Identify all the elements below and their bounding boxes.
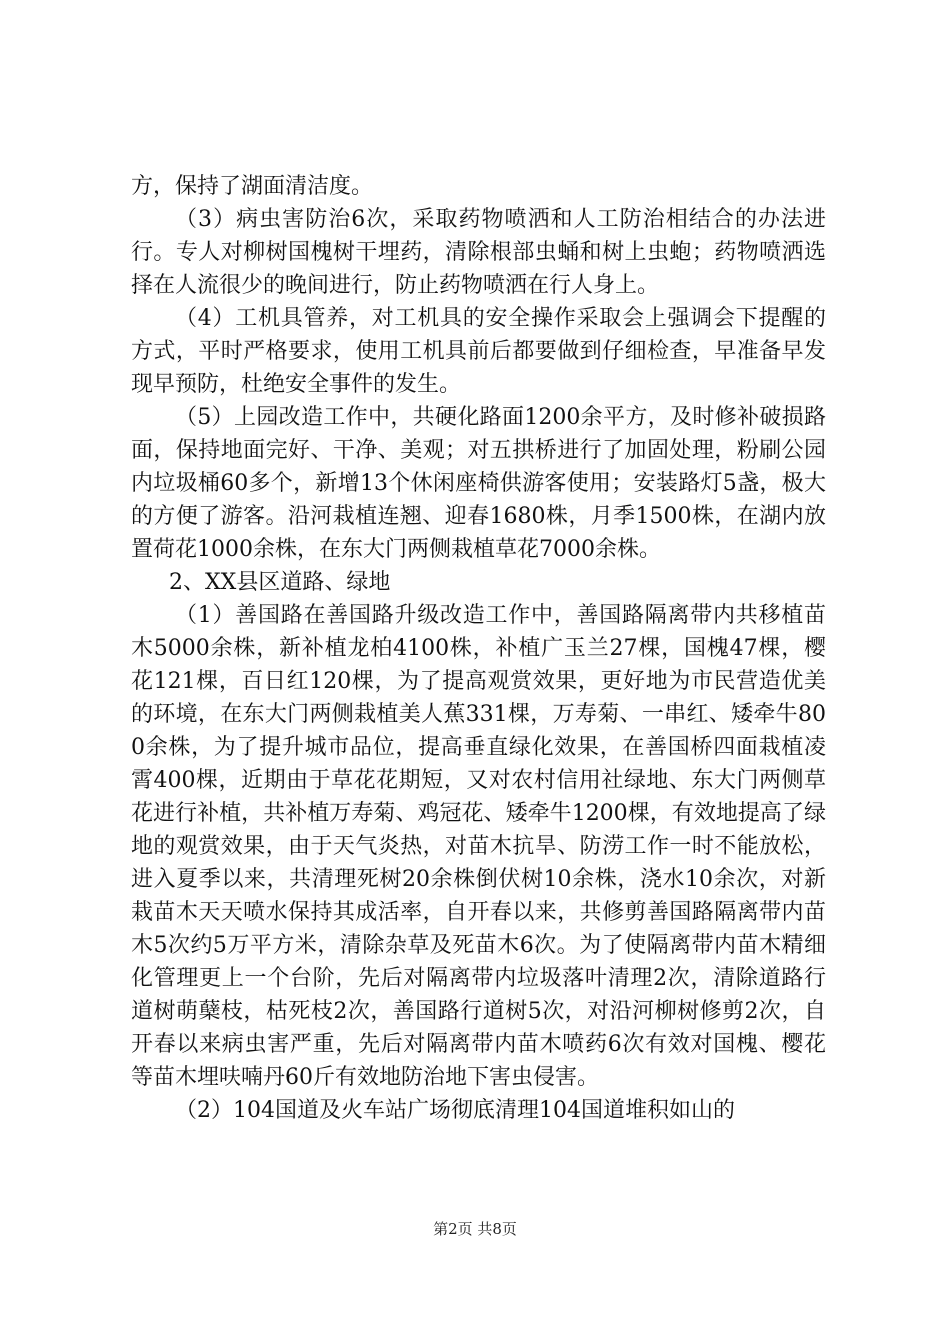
- section-heading-roads-greenland: 2、XX县区道路、绿地: [169, 570, 391, 595]
- paragraph-tool-maintenance: （4）工机具管养，对工机具的安全操作采取会上强调会下提醒的方式，平时严格要求，使用工机具前后都要做到仔细检查，早准备早发现早预防，杜绝安全事件的发生。: [131, 306, 826, 397]
- paragraph-park-renovation: （5）上园改造工作中，共硬化路面1200余平方，及时修补破损路面，保持地面完好、干净、美观；对五拱桥进行了加固处理，粉刷公园内垃圾桶60多个，新增13个休闲座椅供游客使用；安装路灯5盏，极大的方便了游客。沿河栽植连翘、迎春1680株，月季1500株，在湖内放置荷花1000余株，在东大门两侧栽植草花7000余株。: [131, 405, 826, 562]
- paragraph-pest-control: （3）病虫害防治6次，采取药物喷洒和人工防治相结合的办法进行。专人对柳树国槐树干埋药，清除根部虫蛹和树上虫蚫；药物喷洒选择在人流很少的晚间进行，防止药物喷洒在行人身上。: [131, 207, 826, 298]
- paragraph-shanguo-road: （1）善国路在善国路升级改造工作中，善国路隔离带内共移植苗木5000余株，新补植龙柏4100株，补植广玉兰27棵，国槐47棵，樱花121棵，百日红120棵，为了提高观赏效果，更好地为市民营造优美的环境，在东大门两侧栽植美人蕉331棵，万寿菊、一串红、矮牵牛800余株，为了提升城市品位，提高垂直绿化效果，在善国桥四面栽植凌霄400棵，近期由于草花花期短，又对农村信用社绿地、东大门两侧草花进行补植，共补植万寿菊、鸡冠花、矮牵牛1200棵，有效地提高了绿地的观赏效果，由于天气炎热，对苗木抗旱、防涝工作一时不能放松，进入夏季以来，共清理死树20余株倒伏树10余株，浇水10余次，对新栽苗木天天喷水保持其成活率，自开春以来，共修剪善国路隔离带内苗木5次约5万平方米，清除杂草及死苗木6次。为了使隔离带内苗木精细化管理更上一个台阶，先后对隔离带内垃圾落叶清理2次，清除道路行道树萌蘖枝，枯死枝2次，善国路行道树5次，对沿河柳树修剪2次，自开春以来病虫害严重，先后对隔离带内苗木喷药6次有效对国槐、樱花等苗木埋呋喃丹60斤有效地防治地下害虫侵害。: [131, 603, 826, 1090]
- paragraph-national-road-104: （2）104国道及火车站广场彻底清理104国道堆积如山的: [175, 1098, 735, 1123]
- page-footer: 第2页 共8页: [433, 1220, 517, 1238]
- document-body: [131, 170, 826, 1127]
- paragraph-continuation: 方，保持了湖面清洁度。: [131, 174, 374, 199]
